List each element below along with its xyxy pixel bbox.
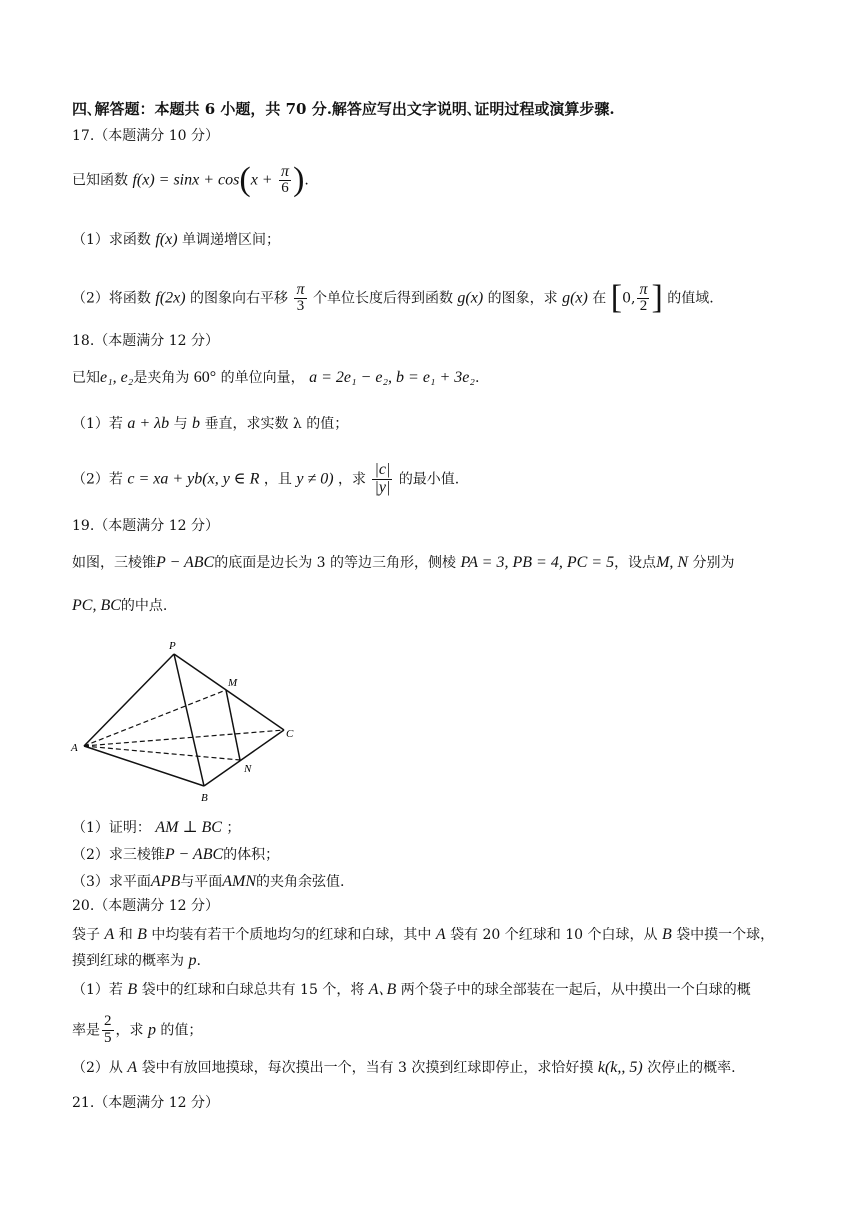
q20-b3: B [127,981,138,998]
q20-header: 20.（本题满分 12 分） [72,898,219,914]
edge-ac [84,730,284,746]
q17-header: 17.（本题满分 10 分） [72,128,219,144]
q20-part1-line2 [72,1014,202,1047]
q18-angle: 60° [193,369,217,386]
q17-p2-gx2: g(x) [562,289,588,307]
q20-b2: B [661,926,672,943]
q19-edges: PA = 3, PB = 4, PC = 5 [460,554,615,571]
q20-l2b: . [196,953,201,969]
q20-l1a: 袋子 [72,927,100,943]
q19-p3-prefix: （3）求平面 [72,874,151,890]
q18-p2-expr: c = xa + yb(x, y ∈ R [127,470,260,488]
q17-p2-prefix: （2）将函数 [72,290,151,307]
label-c: C [286,728,294,740]
q19-p3-mid: 与平面 [180,874,223,890]
q17-p2-mid2: 个单位长度后得到函数 [312,290,453,307]
q20-two: 2 [104,1013,112,1029]
q19-p1-prefix: （1）证明： [72,820,151,836]
q20-p2: p [147,1021,156,1039]
q17-p2-mid1: 的图象向右平移 [190,290,289,307]
q17-formula-arg: x + [250,171,273,189]
q20-p2b: 袋中有放回地摸球，每次摸出一个，当有 3 次摸到红球即停止，求恰好摸 [141,1060,594,1076]
edge-ab [84,746,204,786]
q17-rbracket: ] [651,279,663,316]
q20-p2c: 次停止的概率. [647,1060,736,1076]
q18-p1-prefix: （1）若 [72,416,123,432]
q17-pi-over-6 [279,164,291,198]
q20-p1e: ，求 [115,1022,144,1039]
q20-l2a: 摸到红球的概率为 [72,953,184,969]
q17-part1 [72,230,280,249]
q17-right-paren: ) [293,161,305,198]
q20-p1a: （1）若 [72,982,123,998]
q19-p2-suffix: 的体积； [223,847,280,863]
q17-six: 6 [281,180,289,197]
q19-part3 [72,872,344,891]
q17-stem: 已知函数 f(x) = sinx + cos(x + $\frac{\pi}{6}$ ). [72,161,309,198]
q18-p1-suffix: 垂直，求实数 λ 的值； [204,416,349,432]
q17-pi: π [281,162,290,180]
q19-header: 19.（本题满分 12 分） [72,518,219,534]
q18-frac [372,462,392,497]
q17-p2-mid3: 的图象，求 [487,290,558,307]
q17-zero: 0, [622,290,636,307]
q17-left-paren: ( [239,161,251,198]
q19-points: M, N [656,554,689,571]
q17-pi-over-2 [637,282,649,316]
q20-a: A [104,926,115,943]
q20-k: k(k,, 5) [597,1059,643,1076]
q18-p2-mid2: ，求 [338,471,366,488]
label-m: M [228,677,238,689]
q17-p2-suffix: 的值域. [667,290,714,307]
q20-five: 5 [104,1029,112,1046]
edge-pb [174,654,204,786]
q20-p1b: 袋中的红球和白球总共有 15 个，将 [141,982,365,998]
q20-p1c: 两个袋子中的球全部装在一起后，从中摸出一个白球的概 [400,982,751,998]
q17-two: 2 [639,298,648,315]
q20-l1b: 和 [118,927,133,943]
q19-l1b: 的底面是边长为 3 的等边三角形，侧棱 [214,555,457,571]
q18-intro-c: 的单位向量， [220,370,305,386]
q20-p1f: 的值； [160,1022,203,1039]
q19-p3-suffix: 的夹角余弦值. [256,874,345,890]
edge-ap [84,654,174,746]
q19-l1a: 如图，三棱锥 [72,555,156,571]
segment-mn [226,690,240,760]
q20-l1d: 袋有 20 个红球和 10 个白球，从 [450,927,658,943]
label-n: N [244,763,252,775]
q20-ab: A､B [368,981,397,998]
q18-p1-expr: a + λb [127,415,170,432]
q19-l1c: ，设点 [614,555,657,571]
q20-p: p [188,952,197,969]
segment-am [84,690,226,746]
q17-pi2: π [296,280,305,298]
q21-header: 21.（本题满分 12 分） [72,1095,219,1111]
q18-p2-suffix: 的最小值. [398,471,460,488]
q20-p2a: （2）从 [72,1060,123,1076]
q19-p3-apb: APB [150,873,181,890]
q20-l1e: 袋中摸一个球， [676,927,775,943]
q18-p2-prefix: （2）若 [72,471,123,488]
q19-l2-suffix: 的中点. [120,598,168,614]
q18-e-vectors: e₁, e₂ [100,369,134,386]
q20-two-fifths [102,1014,114,1047]
q18-def: a = 2e₁ − e₂, b = e₁ + 3e₂ [309,369,475,386]
q17-part2 [72,278,714,319]
q18-stem: 已知e₁, e₂是夹角为 60° 的单位向量， a = 2e₁ − e₂, b = e₁ + 3e₂. [72,369,480,386]
q19-part1 [72,818,240,837]
q18-num: |c| [374,461,391,478]
q20-p1d: 率是 [72,1022,100,1039]
q18-part1 [72,414,348,433]
q19-pyramid: P − ABC [156,554,215,571]
segment-an [84,746,240,760]
q18-p2-cond: y ≠ 0) [296,470,334,488]
q17-pi3: π [639,280,648,298]
q20-part2 [72,1058,736,1077]
q17-p2-gx: g(x) [457,289,484,307]
q20-stem-line2 [72,951,201,970]
label-b: B [201,792,208,804]
q19-p1-expr: AM ⊥ BC [155,819,222,836]
q18-header: 18.（本题满分 12 分） [72,333,219,349]
q20-b: B [137,926,147,943]
q20-a3: A [127,1059,138,1076]
q17-intro: 已知函数 [72,172,128,189]
q19-p3-amn: AMN [222,873,257,890]
q17-formula-lhs: f(x) = sinx + cos [132,171,240,189]
section-title: 四､解答题：本题共 6 小题，共 70 分.解答应写出文字说明､证明过程或演算步骤. [72,100,615,118]
q17-p2-func: f(2x) [155,289,186,307]
edge-pc [174,654,284,730]
q17-p2-mid4: 在 [592,290,607,307]
q19-stem-line2 [72,596,167,615]
q19-p1-suffix: ； [226,820,241,836]
q19-p2-prefix: （2）求三棱锥 [72,847,165,863]
q17-p1-prefix: （1）求函数 [72,232,151,248]
q17-p1-suffix: 单调递增区间； [182,232,281,248]
q20-part1-line1 [72,980,751,999]
label-a: A [71,742,78,754]
q17-p1-func: f(x) [155,231,178,248]
q18-intro-b: 是夹角为 [133,370,190,386]
q20-l1c: 中均装有若干个质地均匀的红球和白球，其中 [151,927,432,943]
q19-p2-expr: P − ABC [164,846,224,863]
q18-p1-b: b [192,415,201,432]
q20-a2: A [435,926,446,943]
q19-part2 [72,845,279,864]
q19-l1d: 分别为 [692,555,735,571]
q18-p2-mid: ，且 [263,471,292,488]
q17-three: 3 [296,298,305,315]
q17-lbracket: [ [610,279,623,316]
q19-stem-line1 [72,553,735,572]
pyramid-figure [64,636,304,808]
label-p: P [169,640,176,652]
q18-den: |y| [374,478,391,496]
q20-stem-line1 [72,925,774,944]
q19-l2-pts: PC, BC [72,597,121,614]
q18-part2 [72,462,459,497]
q18-p1-mid: 与 [173,416,188,432]
q17-pi-over-3 [294,282,306,316]
q18-intro-a: 已知 [72,370,100,386]
